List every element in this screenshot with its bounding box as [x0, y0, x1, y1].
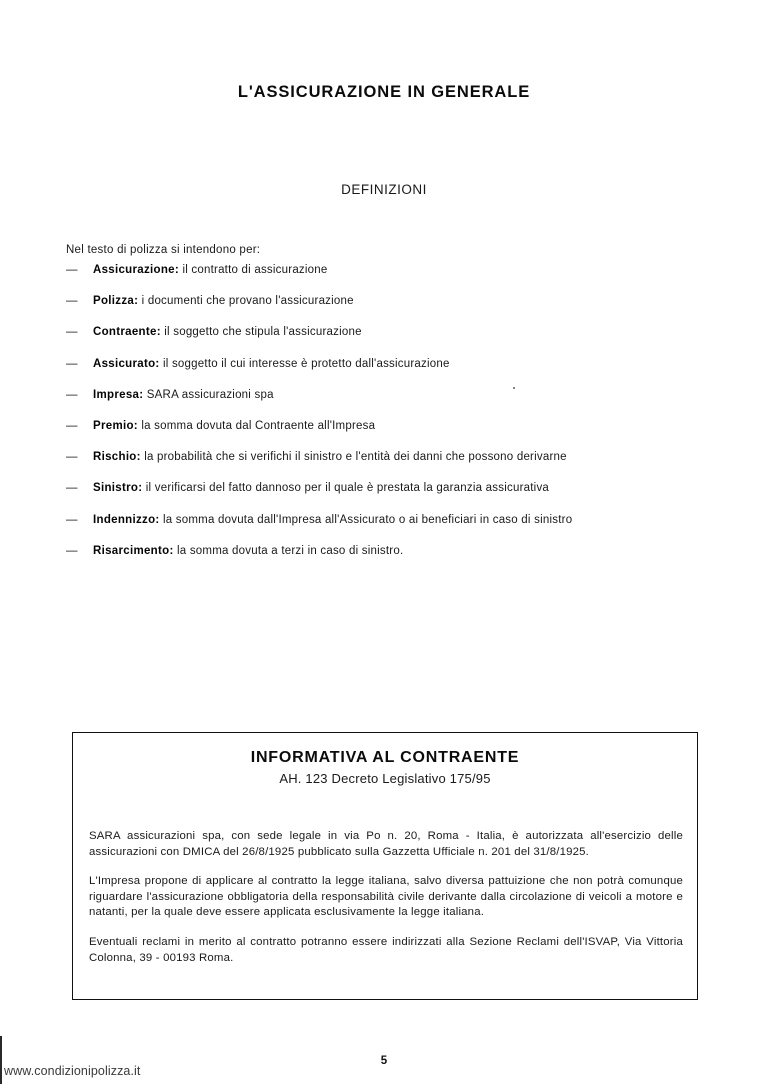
definition-description: il soggetto il cui interesse è protetto dall'assicurazione	[163, 357, 450, 370]
scan-artifact-speck	[513, 387, 515, 389]
definition-term: Contraente:	[93, 326, 161, 339]
list-item	[66, 480, 706, 500]
definition-term: Risarcimento:	[93, 544, 174, 557]
definition-description: i documenti che provano l'assicurazione	[141, 295, 354, 308]
list-item	[66, 293, 706, 313]
definition-list	[66, 262, 706, 574]
section-heading-definizioni: DEFINIZIONI	[341, 182, 427, 198]
definition-term: Sinistro:	[93, 482, 143, 495]
definition-description: SARA assicurazioni spa	[146, 388, 274, 401]
dash-bullet-icon: —	[66, 419, 78, 432]
dash-bullet-icon: —	[66, 482, 78, 495]
definition-term: Indennizzo:	[93, 513, 160, 526]
dash-bullet-icon: —	[66, 451, 78, 464]
watermark-url: www.condizionipolizza.it	[4, 1064, 141, 1078]
definition-term: Polizza:	[93, 295, 139, 308]
informativa-box	[72, 732, 698, 1000]
informativa-paragraph: Eventuali reclami in merito al contratto potranno essere indirizzati alla Sezione Reclami dell'ISVAP, Via Vittoria Colonna, 39 - 00193 Roma.	[89, 935, 683, 964]
definition-description: il verificarsi del fatto dannoso per il quale è prestata la garanzia assicurativa	[145, 482, 550, 495]
dash-bullet-icon: —	[66, 357, 78, 370]
dash-bullet-icon: —	[66, 513, 78, 526]
page-number: 5	[380, 1055, 388, 1067]
definition-description: la probabilità che si verifichi il sinistro e l'entità dei danni che possono derivarne	[144, 451, 567, 464]
definition-term: Premio:	[93, 419, 138, 432]
list-item	[66, 418, 706, 438]
dash-bullet-icon: —	[66, 264, 78, 276]
definition-term: Assicurazione:	[93, 264, 180, 276]
definition-description: il soggetto che stipula l'assicurazione	[164, 326, 362, 339]
list-item	[66, 449, 706, 469]
informativa-title: INFORMATIVA AL CONTRAENTE	[250, 749, 520, 766]
definition-description: la somma dovuta dal Contraente all'Impresa	[141, 419, 376, 432]
definition-term: Assicurato:	[93, 357, 160, 370]
list-item	[66, 262, 706, 282]
informativa-paragraph: L'Impresa propone di applicare al contratto la legge italiana, salvo diversa pattuizione che non potrà comunque riguardare l'assicurazione obbligatoria della responsabilità civile derivante dalla circolazione di veicoli a motore e natanti, per la quale deve essere applicata esclusivamente la legge italiana.	[89, 875, 683, 919]
informativa-body	[89, 829, 683, 966]
page-title: L'ASSICURAZIONE IN GENERALE	[237, 83, 531, 102]
definition-term: Rischio:	[93, 451, 141, 464]
definition-description: il contratto di assicurazione	[182, 264, 328, 276]
dash-bullet-icon: —	[66, 295, 78, 308]
definition-term: Impresa:	[93, 388, 144, 401]
dash-bullet-icon: —	[66, 544, 78, 557]
informativa-paragraph: SARA assicurazioni spa, con sede legale in via Po n. 20, Roma - Italia, è autorizzata all'esercizio delle assicurazioni con DMICA del 26/8/1925 pubblicato sulla Gazzetta Ufficiale n. 201 del 31/8/1925.	[89, 830, 683, 858]
definition-description: la somma dovuta dall'Impresa all'Assicurato o ai beneficiari in caso di sinistro	[162, 513, 573, 526]
informativa-subtitle: AH. 123 Decreto Legislativo 175/95	[279, 771, 491, 786]
list-item	[66, 324, 706, 344]
definition-description: la somma dovuta a terzi in caso di sinistro.	[177, 544, 404, 557]
intro-text: Nel testo di polizza si intendono per:	[66, 243, 261, 256]
dash-bullet-icon: —	[66, 326, 78, 339]
list-item	[66, 356, 706, 376]
list-item	[66, 543, 706, 563]
list-item	[66, 387, 706, 407]
dash-bullet-icon: —	[66, 388, 78, 401]
list-item	[66, 512, 706, 532]
